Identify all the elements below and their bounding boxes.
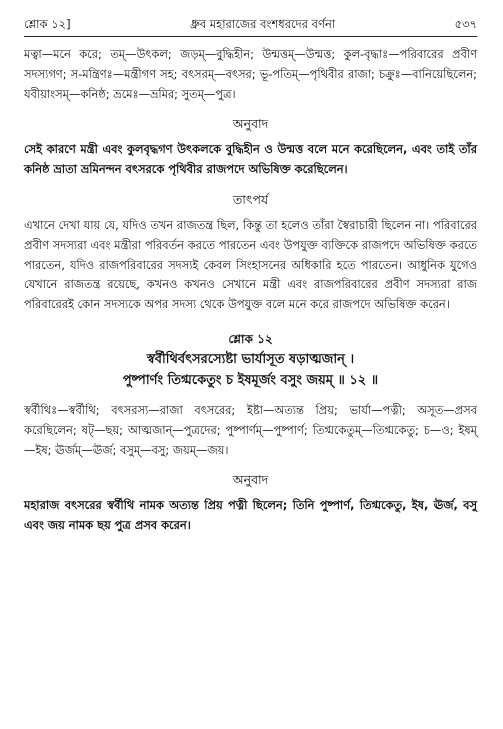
verse-line-1: স্বর্বীথির্বৎসরস্যেষ্টা ভার্যাসূত ষড়াত্মজান্ । [146,351,355,367]
verse-number: শ্লোক ১২ [228,331,273,346]
verse-line-2: পুষ্পার্ণং তিগ্মকেতুং চ ইষমূর্জং বসুং জয়ম্ ॥ ১২ ॥ [122,372,379,388]
header-verse-ref: শ্লোক ১২] [24,17,71,31]
word-meanings-verse-12: স্বর্বীথিঃ—স্বর্বীথি; বৎসরস্য—রাজা বৎসরের; ইষ্টা—অত্যন্ত প্রিয়; ভার্যা—পত্নী; অসূত—প্রসব করেছিলেন; ষট্—ছয়; আত্মজান্—পুত্রদের; পুষ্পার্ণম্—পুষ্পার্ণ; তিগ্মকেতুম্—তিগ্মকেতু; চ—ও; ইষম্—ইষ; ঊর্জম্—ঊর্জ; বসুম্—বসু; জয়ম্—জয়। [24,402,477,457]
purport-heading: তাৎপর্য [232,191,269,207]
page-header [24,16,477,37]
translation-text: সেই কারণে মন্ত্রী এবং কুলবৃদ্ধগণ উৎকলকে বুদ্ধিহীন ও উন্মত্ত বলে মনে করেছিলেন, এবং তাই তাঁর কনিষ্ঠ ভ্রাতা ভ্রমিনন্দন বৎসরকে পৃথিবীর রাজপদে অভিষিক্ত করেছিলেন। [24,142,477,177]
translation-text-verse-12: মহারাজ বৎসরের স্বর্বীথি নামক অত্যন্ত প্রিয় পত্নী ছিলেন; তিনি পুষ্পার্ণ, তিগ্মকেতু, ইষ, ঊর্জ, বসু এবং জয় নামক ছয় পুত্র প্রসব করেন। [24,498,477,533]
header-chapter-title: ধ্রুব মহারাজের বংশধরদের বর্ণনা [189,17,336,31]
translation-heading-verse-12: অনুবাদ [232,472,269,488]
word-meanings-previous-verse: মত্বা—মনে করে; তম্—উৎকল; জড়ম্—বুদ্ধিহীন; উন্মত্তম্—উন্মত্ত; কুল-বৃদ্ধাঃ—পরিবারের প্রবীণ সদস্যগণ; স-মন্ত্রিণঃ—মন্ত্রীগণ সহ; বৎসরম্—বৎসর; ভূ-পতিম্—পৃথিবীর রাজা; চক্রুঃ—বানিয়েছিলেন; যবীয়াংসম্—কনিষ্ঠ; ভ্রমেঃ—ভ্রমির; সুতম্—পুত্র। [24,47,477,101]
verse-block [24,329,477,391]
purport-text: এখানে দেখা যায় যে, যদিও তখন রাজতন্ত্র ছিল, কিন্তু তা হলেও তাঁরা স্বৈরাচারী ছিলেন না। পরিবারের প্রবীণ সদস্যরা এবং মন্ত্রীরা পরিবর্তন করতে পারতেন এবং উপযুক্ত ব্যক্তিকে রাজপদে অভিষিক্ত করতে পারতেন, যদিও রাজপরিবারের সদস্যই কেবল সিংহাসনের অধিকারি হতে পারতেন। আধুনিক যুগেও যেখানে রাজতন্ত্র রয়েছে, কখনও কখনও সেখানে মন্ত্রী এবং রাজপরিবারের প্রবীণ সদস্যরা রাজ পরিবারেরই কোন সদস্যকে অপর সদস্য থেকে উপযুক্ত বলে মনে করে রাজপদে অভিষিক্ত করেন। [24,217,477,312]
translation-heading: অনুবাদ [232,116,269,132]
header-page-number: ৫৩৭ [454,17,477,31]
